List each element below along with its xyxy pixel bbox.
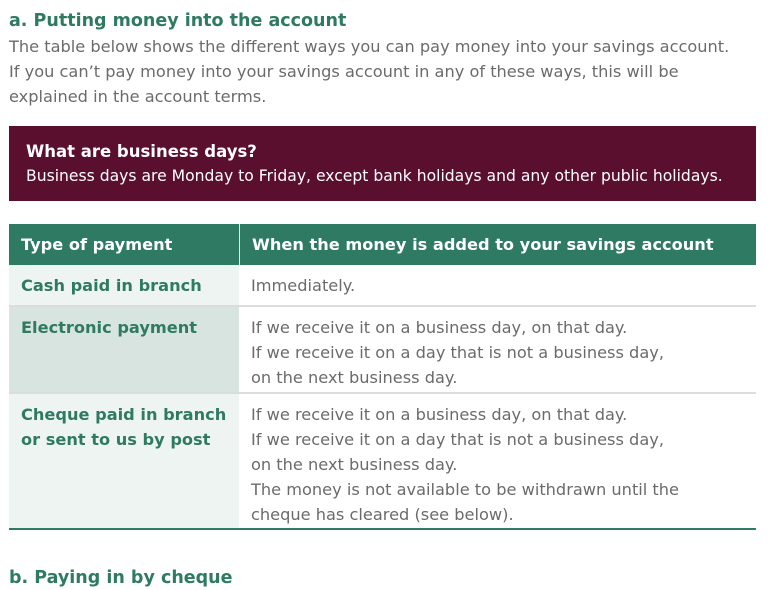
column-header-type: Type of payment xyxy=(21,235,173,254)
payment-timing-text: If we receive it on a business day, on that day. xyxy=(251,405,628,424)
payment-timing-text: If we receive it on a day that is not a business day, xyxy=(251,430,664,449)
intro-line: The table below shows the different ways you can pay money into your savings account. xyxy=(9,37,730,56)
intro-line: If you can’t pay money into your savings account in any of these ways, this will be xyxy=(9,62,679,81)
payment-timing-text: cheque has cleared (see below). xyxy=(251,505,514,524)
column-header-when: When the money is added to your savings account xyxy=(252,235,714,254)
payment-timing-cell xyxy=(239,265,756,305)
table-header-row xyxy=(9,224,756,265)
payment-type-cell xyxy=(9,265,239,305)
payment-type-text: Electronic payment xyxy=(21,318,197,337)
section-a-intro xyxy=(9,34,767,109)
section-a-heading: a. Putting money into the account xyxy=(9,11,347,31)
payment-type-cell xyxy=(9,307,239,392)
payment-timing-cell xyxy=(239,307,756,392)
table-row xyxy=(9,394,756,530)
callout-text: Business days are Monday to Friday, except bank holidays and any other public holidays. xyxy=(26,167,723,185)
payment-methods-table xyxy=(9,224,756,530)
payment-type-cell xyxy=(9,394,239,528)
callout-title: What are business days? xyxy=(26,142,257,161)
payment-timing-text: The money is not available to be withdrawn until the xyxy=(251,480,679,499)
payment-timing-text: If we receive it on a day that is not a business day, xyxy=(251,343,664,362)
business-days-callout xyxy=(9,126,756,201)
payment-timing-text: on the next business day. xyxy=(251,455,458,474)
payment-timing-text: If we receive it on a business day, on that day. xyxy=(251,318,628,337)
table-row xyxy=(9,307,756,394)
payment-timing-cell xyxy=(239,394,756,528)
payment-timing-text: Immediately. xyxy=(251,276,356,295)
payment-type-text: Cash paid in branch xyxy=(21,276,202,295)
section-b-heading: b. Paying in by cheque xyxy=(9,568,233,588)
table-row xyxy=(9,265,756,307)
intro-line: explained in the account terms. xyxy=(9,87,267,106)
payment-timing-text: on the next business day. xyxy=(251,368,458,387)
payment-type-text: Cheque paid in branch xyxy=(21,405,227,424)
payment-type-text: or sent to us by post xyxy=(21,430,211,449)
